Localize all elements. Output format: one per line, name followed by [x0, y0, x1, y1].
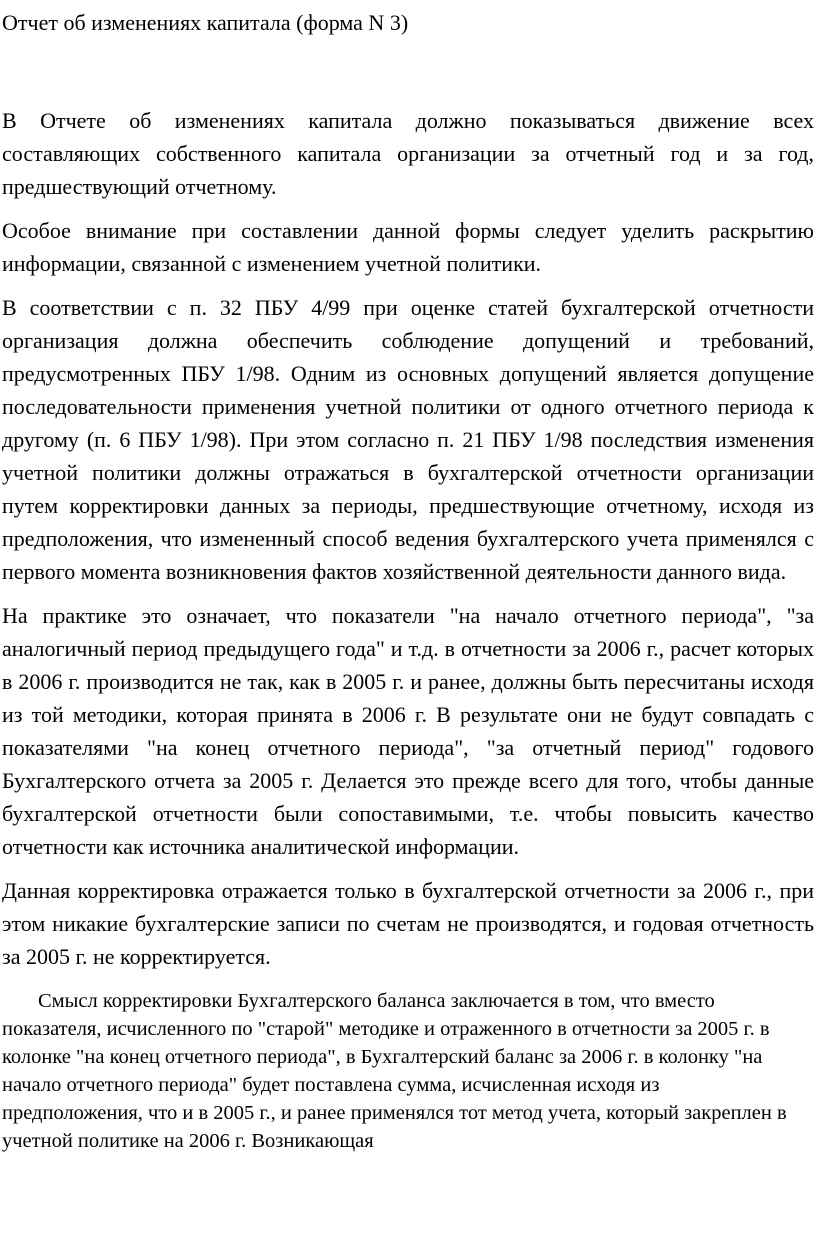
paragraph-2: Особое внимание при составлении данной формы следует уделить раскрытию информации, связанной с изменением учетной политики.	[2, 218, 814, 276]
document-title: Отчет об изменениях капитала (форма N 3)	[2, 10, 409, 35]
paragraph-1: В Отчете об изменениях капитала должно показываться движение всех составляющих собственного капитала организации за отчетный год и за год, предшествующий отчетному.	[2, 108, 814, 199]
paragraph-3: В соответствии с п. 32 ПБУ 4/99 при оценке статей бухгалтерской отчетности организация должна обеспечить соблюдение допущений и требований, предусмотренных ПБУ 1/98. Одним из основных допущений является допущение последовательности применения учетной политики от одного отчетного периода к другому (п. 6 ПБУ 1/98). При этом согласно п. 21 ПБУ 1/98 последствия изменения учетной политики должны отражаться в бухгалтерской отчетности организации путем корректировки данных за периоды, предшествующие отчетному, исходя из предположения, что измененный способ ведения бухгалтерского учета применялся с первого момента возникновения фактов хозяйственной деятельности данного вида.	[2, 295, 814, 584]
paragraph-4: На практике это означает, что показатели "на начало отчетного периода", "за аналогичный период предыдущего года" и т.д. в отчетности за 2006 г., расчет которых в 2006 г. производится не так, как в 2005 г. и ранее, должны быть пересчитаны исходя из той методики, которая принята в 2006 г. В результате они не будут совпадать с показателями "на конец отчетного периода", "за отчетный период" годового Бухгалтерского отчета за 2005 г. Делается это прежде всего для того, чтобы данные бухгалтерской отчетности были сопоставимыми, т.е. чтобы повысить качество отчетности как источника аналитической информации.	[2, 603, 814, 859]
paragraph-6: Смысл корректировки Бухгалтерского баланса заключается в том, что вместо показателя, исчисленного по "старой" методике и отраженного в отчетности за 2005 г. в колонке "на конец отчетного периода", в Бухгалтерский баланс за 2006 г. в колонку "на начало отчетного периода" будет поставлена сумма, исчисленная исходя из предположения, что и в 2005 г., и ранее применялся тот метод учета, который закреплен в учетной политике на 2006 г. Возникающая	[2, 990, 787, 1152]
paragraph-5: Данная корректировка отражается только в бухгалтерской отчетности за 2006 г., при этом никакие бухгалтерские записи по счетам не производятся, и годовая отчетность за 2005 г. не корректируется.	[2, 878, 814, 969]
